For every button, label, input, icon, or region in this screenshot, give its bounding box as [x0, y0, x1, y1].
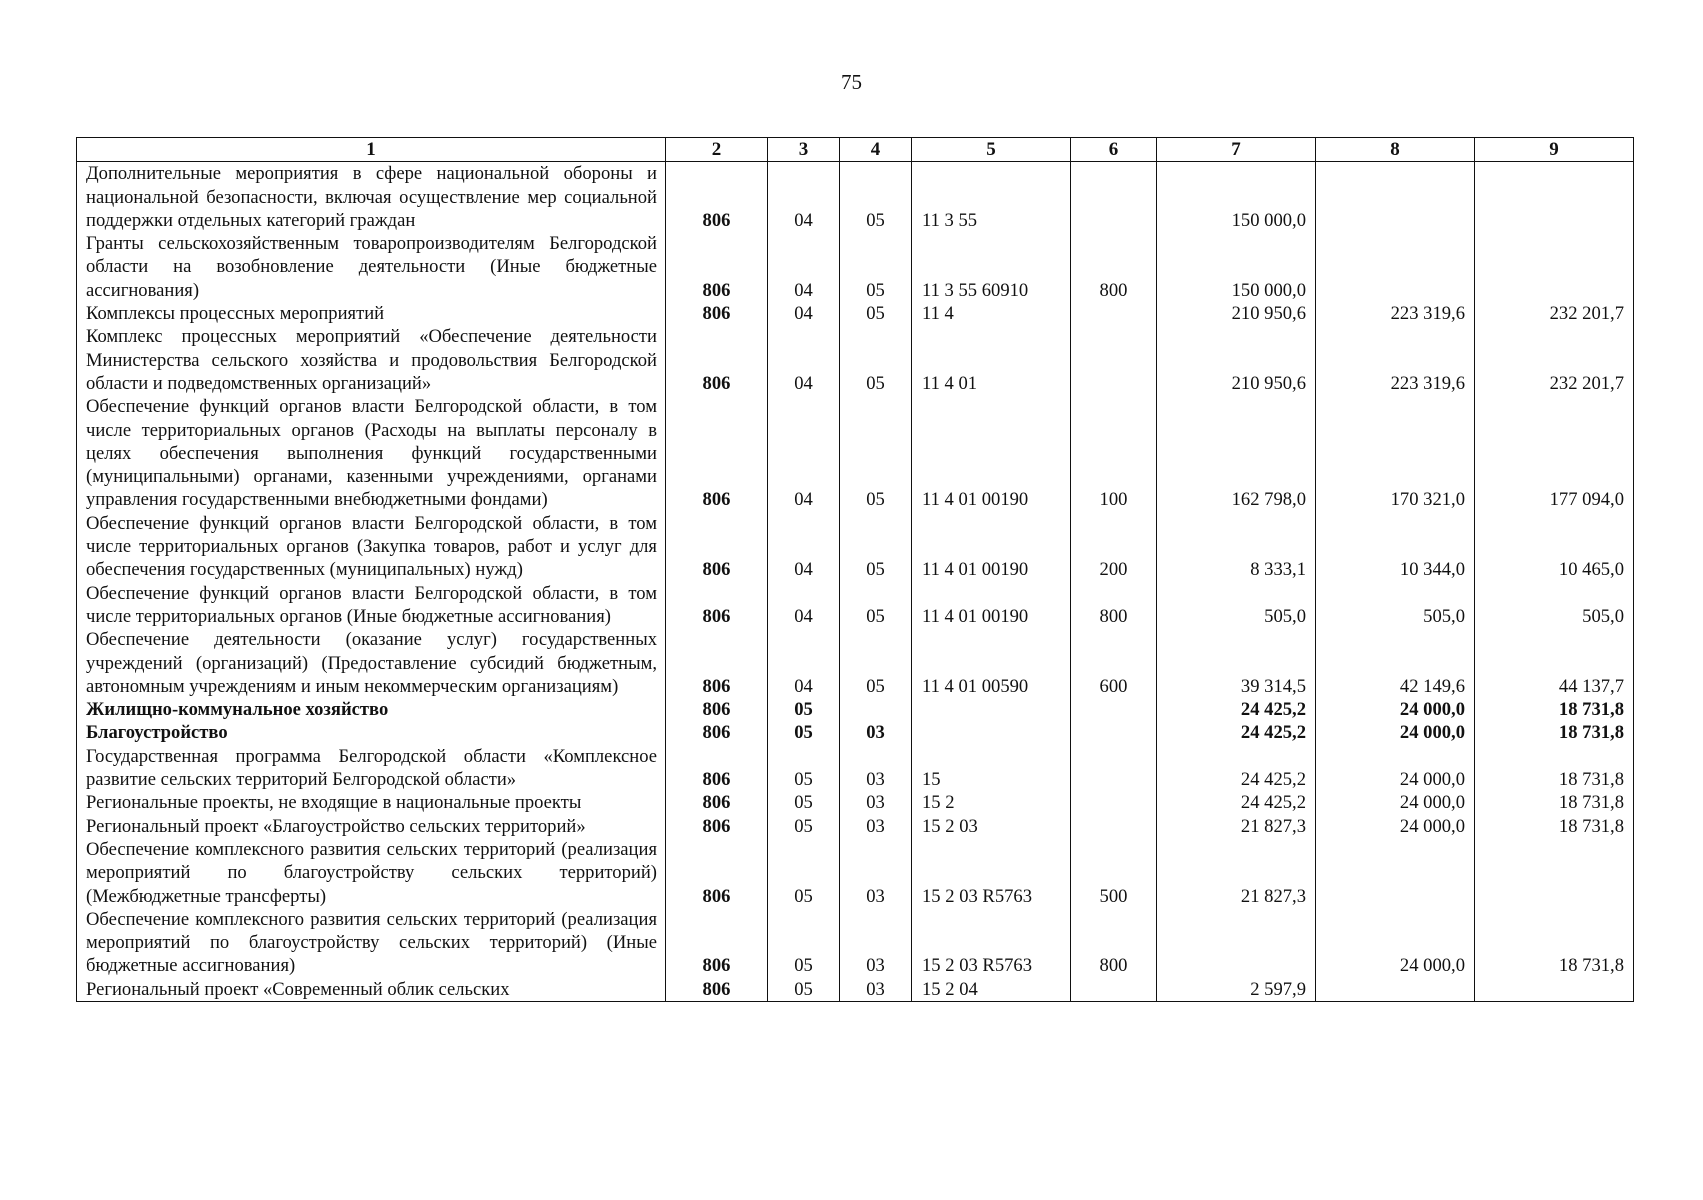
header-col-3: 3 — [768, 138, 840, 162]
table-row — [77, 628, 1634, 698]
header-col-5: 5 — [912, 138, 1071, 162]
header-col-2: 2 — [666, 138, 768, 162]
row-name: Обеспечение комплексного развития сельских территорий (реализация мероприятий по благоустройству сельских территорий) (Иные бюджетные ассигнования) — [77, 908, 666, 978]
row-name: Комплекс процессных мероприятий «Обеспечение деятельности Министерства сельского хозяйства и продовольствия Белгородской области и подведомственных организаций» — [77, 325, 666, 395]
row-amount-col7: 21 827,3 — [1157, 815, 1316, 838]
row-target-article: 15 2 03 — [912, 815, 1071, 838]
row-code: 806 — [666, 162, 768, 232]
row-target-article — [912, 698, 1071, 721]
row-amount-col7: 24 425,2 — [1157, 791, 1316, 814]
row-target-article: 11 4 01 00190 — [912, 512, 1071, 582]
table-body — [77, 162, 1634, 1002]
row-code: 806 — [666, 302, 768, 325]
table-row — [77, 395, 1634, 511]
row-code: 806 — [666, 815, 768, 838]
row-subsection: 03 — [840, 838, 912, 908]
row-amount-col7: 24 425,2 — [1157, 745, 1316, 792]
row-amount-col7: 150 000,0 — [1157, 162, 1316, 232]
row-code: 806 — [666, 978, 768, 1002]
row-section: 05 — [768, 908, 840, 978]
row-section: 04 — [768, 395, 840, 511]
row-code: 806 — [666, 232, 768, 302]
row-expense-type — [1071, 791, 1157, 814]
row-section: 05 — [768, 745, 840, 792]
row-name: Благоустройство — [77, 721, 666, 744]
row-target-article: 11 4 — [912, 302, 1071, 325]
row-subsection: 03 — [840, 791, 912, 814]
row-amount-col9: 18 731,8 — [1475, 815, 1634, 838]
row-target-article: 15 2 03 R5763 — [912, 908, 1071, 978]
row-amount-col8: 24 000,0 — [1316, 815, 1475, 838]
row-section: 05 — [768, 815, 840, 838]
row-name: Обеспечение деятельности (оказание услуг) государственных учреждений (организаций) (Предоставление субсидий бюджетным, автономным учреждениям и иным некоммерческим организациям) — [77, 628, 666, 698]
row-amount-col9: 232 201,7 — [1475, 325, 1634, 395]
row-amount-col7: 2 597,9 — [1157, 978, 1316, 1002]
row-amount-col8: 10 344,0 — [1316, 512, 1475, 582]
row-expense-type — [1071, 815, 1157, 838]
row-amount-col8 — [1316, 232, 1475, 302]
row-name: Региональный проект «Благоустройство сельских территорий» — [77, 815, 666, 838]
row-amount-col9: 18 731,8 — [1475, 698, 1634, 721]
row-subsection: 03 — [840, 908, 912, 978]
row-amount-col7: 210 950,6 — [1157, 302, 1316, 325]
table-row — [77, 512, 1634, 582]
table-header-row — [77, 138, 1634, 162]
row-amount-col9 — [1475, 978, 1634, 1002]
row-subsection: 05 — [840, 162, 912, 232]
budget-table — [76, 137, 1634, 1002]
row-expense-type: 100 — [1071, 395, 1157, 511]
row-section: 04 — [768, 302, 840, 325]
row-target-article: 11 4 01 00590 — [912, 628, 1071, 698]
row-amount-col7: 162 798,0 — [1157, 395, 1316, 511]
row-target-article: 11 4 01 — [912, 325, 1071, 395]
header-col-9: 9 — [1475, 138, 1634, 162]
row-target-article: 11 4 01 00190 — [912, 582, 1071, 629]
table-row — [77, 908, 1634, 978]
row-subsection: 05 — [840, 232, 912, 302]
row-amount-col7: 8 333,1 — [1157, 512, 1316, 582]
header-col-4: 4 — [840, 138, 912, 162]
row-expense-type — [1071, 978, 1157, 1002]
row-amount-col7: 21 827,3 — [1157, 838, 1316, 908]
row-amount-col7: 505,0 — [1157, 582, 1316, 629]
row-name: Обеспечение функций органов власти Белгородской области, в том числе территориальных органов (Закупка товаров, работ и услуг для обеспечения государственных (муниципальных) нужд) — [77, 512, 666, 582]
row-name: Комплексы процессных мероприятий — [77, 302, 666, 325]
row-target-article — [912, 721, 1071, 744]
header-col-8: 8 — [1316, 138, 1475, 162]
row-amount-col8: 223 319,6 — [1316, 325, 1475, 395]
row-target-article: 15 2 — [912, 791, 1071, 814]
row-amount-col8: 24 000,0 — [1316, 791, 1475, 814]
row-amount-col8: 24 000,0 — [1316, 908, 1475, 978]
row-expense-type: 800 — [1071, 908, 1157, 978]
row-target-article: 11 3 55 — [912, 162, 1071, 232]
row-name: Региональные проекты, не входящие в национальные проекты — [77, 791, 666, 814]
row-target-article: 11 3 55 60910 — [912, 232, 1071, 302]
row-section: 05 — [768, 721, 840, 744]
row-amount-col7: 39 314,5 — [1157, 628, 1316, 698]
row-section: 04 — [768, 628, 840, 698]
header-col-6: 6 — [1071, 138, 1157, 162]
row-code: 806 — [666, 698, 768, 721]
row-name: Обеспечение функций органов власти Белгородской области, в том числе территориальных органов (Иные бюджетные ассигнования) — [77, 582, 666, 629]
row-amount-col9: 18 731,8 — [1475, 791, 1634, 814]
row-code: 806 — [666, 512, 768, 582]
row-section: 05 — [768, 978, 840, 1002]
row-code: 806 — [666, 395, 768, 511]
row-subsection: 03 — [840, 978, 912, 1002]
row-section: 04 — [768, 512, 840, 582]
table-row — [77, 791, 1634, 814]
row-amount-col8 — [1316, 978, 1475, 1002]
row-expense-type: 500 — [1071, 838, 1157, 908]
row-expense-type — [1071, 745, 1157, 792]
row-amount-col8 — [1316, 838, 1475, 908]
row-subsection: 03 — [840, 745, 912, 792]
row-code: 806 — [666, 721, 768, 744]
table-row — [77, 815, 1634, 838]
row-subsection: 05 — [840, 302, 912, 325]
row-name: Региональный проект «Современный облик сельских — [77, 978, 666, 1002]
row-subsection: 03 — [840, 721, 912, 744]
row-section: 05 — [768, 791, 840, 814]
row-amount-col8: 170 321,0 — [1316, 395, 1475, 511]
row-name: Гранты сельскохозяйственным товаропроизводителям Белгородской области на возобновление деятельности (Иные бюджетные ассигнования) — [77, 232, 666, 302]
row-subsection: 05 — [840, 628, 912, 698]
row-amount-col9: 177 094,0 — [1475, 395, 1634, 511]
row-name: Дополнительные мероприятия в сфере национальной обороны и национальной безопасности, включая осуществление мер социальной поддержки отдельных категорий граждан — [77, 162, 666, 232]
row-subsection — [840, 698, 912, 721]
row-amount-col9 — [1475, 838, 1634, 908]
row-amount-col7: 150 000,0 — [1157, 232, 1316, 302]
row-amount-col9: 18 731,8 — [1475, 721, 1634, 744]
row-amount-col8: 223 319,6 — [1316, 302, 1475, 325]
row-amount-col8: 42 149,6 — [1316, 628, 1475, 698]
row-expense-type — [1071, 721, 1157, 744]
row-amount-col9: 505,0 — [1475, 582, 1634, 629]
row-expense-type: 800 — [1071, 232, 1157, 302]
row-expense-type — [1071, 325, 1157, 395]
row-subsection: 05 — [840, 512, 912, 582]
row-code: 806 — [666, 908, 768, 978]
row-target-article: 15 2 03 R5763 — [912, 838, 1071, 908]
row-subsection: 05 — [840, 582, 912, 629]
header-col-7: 7 — [1157, 138, 1316, 162]
row-amount-col8: 24 000,0 — [1316, 721, 1475, 744]
row-target-article: 11 4 01 00190 — [912, 395, 1071, 511]
row-amount-col8 — [1316, 162, 1475, 232]
row-code: 806 — [666, 745, 768, 792]
row-name: Государственная программа Белгородской области «Комплексное развитие сельских территорий Белгородской области» — [77, 745, 666, 792]
table-row — [77, 162, 1634, 232]
row-subsection: 05 — [840, 325, 912, 395]
row-amount-col9: 10 465,0 — [1475, 512, 1634, 582]
row-code: 806 — [666, 582, 768, 629]
row-code: 806 — [666, 325, 768, 395]
row-code: 806 — [666, 791, 768, 814]
table-row — [77, 582, 1634, 629]
table-row — [77, 232, 1634, 302]
table-row — [77, 698, 1634, 721]
row-amount-col8: 24 000,0 — [1316, 698, 1475, 721]
row-amount-col8: 24 000,0 — [1316, 745, 1475, 792]
row-amount-col9: 44 137,7 — [1475, 628, 1634, 698]
row-amount-col9: 18 731,8 — [1475, 908, 1634, 978]
row-section: 04 — [768, 232, 840, 302]
table-row — [77, 325, 1634, 395]
row-name: Обеспечение функций органов власти Белгородской области, в том числе территориальных органов (Расходы на выплаты персоналу в целях обеспечения выполнения функций государственными (муниципальными) органами, казенными учреждениями, органами управления государственными внебюджетными фондами) — [77, 395, 666, 511]
row-expense-type: 800 — [1071, 582, 1157, 629]
row-subsection: 05 — [840, 395, 912, 511]
table-row — [77, 745, 1634, 792]
row-amount-col7: 24 425,2 — [1157, 698, 1316, 721]
row-amount-col9: 232 201,7 — [1475, 302, 1634, 325]
row-code: 806 — [666, 628, 768, 698]
header-col-1: 1 — [77, 138, 666, 162]
row-section: 05 — [768, 698, 840, 721]
row-subsection: 03 — [840, 815, 912, 838]
row-expense-type — [1071, 302, 1157, 325]
row-expense-type — [1071, 162, 1157, 232]
row-target-article: 15 — [912, 745, 1071, 792]
page-number: 75 — [841, 70, 862, 94]
row-code: 806 — [666, 838, 768, 908]
row-expense-type — [1071, 698, 1157, 721]
row-amount-col7: 210 950,6 — [1157, 325, 1316, 395]
row-expense-type: 200 — [1071, 512, 1157, 582]
row-expense-type: 600 — [1071, 628, 1157, 698]
row-amount-col9 — [1475, 162, 1634, 232]
row-section: 04 — [768, 162, 840, 232]
row-name: Жилищно-коммунальное хозяйство — [77, 698, 666, 721]
table-row — [77, 838, 1634, 908]
row-section: 05 — [768, 838, 840, 908]
row-amount-col9: 18 731,8 — [1475, 745, 1634, 792]
row-amount-col8: 505,0 — [1316, 582, 1475, 629]
table-row — [77, 721, 1634, 744]
row-section: 04 — [768, 582, 840, 629]
row-section: 04 — [768, 325, 840, 395]
table-row — [77, 978, 1634, 1002]
row-amount-col7: 24 425,2 — [1157, 721, 1316, 744]
row-amount-col7 — [1157, 908, 1316, 978]
row-name: Обеспечение комплексного развития сельских территорий (реализация мероприятий по благоустройству сельских территорий) (Межбюджетные трансферты) — [77, 838, 666, 908]
row-target-article: 15 2 04 — [912, 978, 1071, 1002]
table-row — [77, 302, 1634, 325]
row-amount-col9 — [1475, 232, 1634, 302]
